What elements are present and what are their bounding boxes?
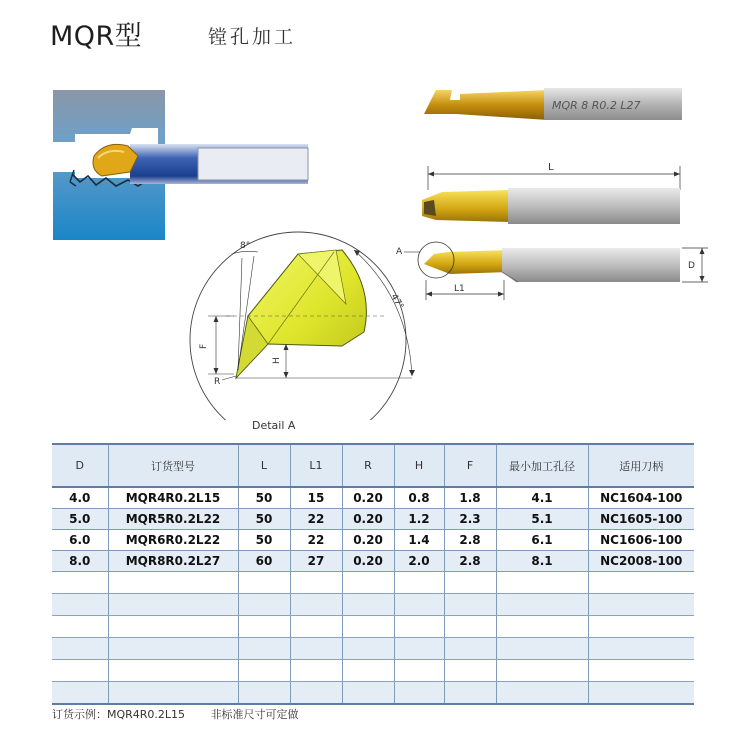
dim-a-label: A	[396, 247, 403, 257]
empty-cell	[496, 682, 588, 705]
empty-cell	[238, 616, 290, 638]
empty-cell	[342, 616, 394, 638]
table-cell: 4.1	[496, 487, 588, 509]
empty-cell	[444, 638, 496, 660]
table-cell: 50	[238, 530, 290, 551]
table-cell: 50	[238, 487, 290, 509]
table-cell: 1.4	[394, 530, 444, 551]
empty-cell	[588, 660, 694, 682]
empty-cell	[52, 638, 108, 660]
empty-cell	[496, 572, 588, 594]
empty-row	[52, 660, 694, 682]
detail-a-caption: Detail A	[252, 419, 296, 432]
empty-row	[52, 594, 694, 616]
col-f: F	[444, 444, 496, 487]
empty-cell	[444, 682, 496, 705]
table-cell: 5.0	[52, 509, 108, 530]
empty-cell	[444, 594, 496, 616]
table-cell: NC1605-100	[588, 509, 694, 530]
table-cell: 15	[290, 487, 342, 509]
col-holder: 适用刀柄	[588, 444, 694, 487]
page-subtitle: 镗孔加工	[208, 26, 297, 48]
table-cell: 0.20	[342, 509, 394, 530]
empty-cell	[52, 616, 108, 638]
empty-cell	[52, 660, 108, 682]
empty-cell	[238, 594, 290, 616]
empty-cell	[108, 616, 238, 638]
table-cell: NC1604-100	[588, 487, 694, 509]
dim-l1-label: L1	[454, 284, 465, 294]
footer	[52, 706, 321, 722]
empty-cell	[588, 594, 694, 616]
table-cell: 4.0	[52, 487, 108, 509]
empty-cell	[290, 682, 342, 705]
table-cell: 8.0	[52, 551, 108, 572]
table-cell: 0.20	[342, 530, 394, 551]
empty-cell	[108, 638, 238, 660]
table-row	[52, 487, 694, 509]
empty-cell	[444, 616, 496, 638]
empty-cell	[108, 594, 238, 616]
empty-cell	[108, 660, 238, 682]
empty-cell	[444, 660, 496, 682]
empty-cell	[238, 660, 290, 682]
boring-illustration	[50, 90, 320, 242]
col-d: D	[52, 444, 108, 487]
table-cell: 6.1	[496, 530, 588, 551]
empty-cell	[342, 572, 394, 594]
spec-table-header	[52, 444, 694, 487]
empty-row	[52, 616, 694, 638]
tool-marking: MQR 8 R0.2 L27	[552, 99, 641, 112]
empty-cell	[52, 594, 108, 616]
empty-cell	[342, 660, 394, 682]
table-cell: MQR8R0.2L27	[108, 551, 238, 572]
col-r: R	[342, 444, 394, 487]
empty-row	[52, 682, 694, 705]
empty-cell	[238, 682, 290, 705]
table-cell: NC1606-100	[588, 530, 694, 551]
dim-r-label: R	[214, 377, 221, 387]
dim-l-label: L	[548, 162, 554, 173]
empty-cell	[238, 572, 290, 594]
table-cell: 1.8	[444, 487, 496, 509]
empty-cell	[108, 572, 238, 594]
empty-cell	[496, 616, 588, 638]
page-title: MQR型	[50, 21, 143, 52]
empty-cell	[394, 616, 444, 638]
table-cell: 0.20	[342, 487, 394, 509]
detail-a-drawing	[186, 228, 426, 420]
empty-cell	[342, 638, 394, 660]
table-cell: 8.1	[496, 551, 588, 572]
empty-cell	[588, 572, 694, 594]
spec-table-body	[52, 487, 694, 704]
empty-cell	[342, 594, 394, 616]
table-cell: 0.8	[394, 487, 444, 509]
angle-8-label: 8°	[240, 241, 251, 251]
empty-cell	[394, 660, 444, 682]
empty-cell	[394, 572, 444, 594]
table-cell: 2.8	[444, 551, 496, 572]
table-cell: 5.1	[496, 509, 588, 530]
table-row	[52, 509, 694, 530]
table-cell: 50	[238, 509, 290, 530]
angle-47-label: 47°	[388, 292, 406, 312]
tool-dimension-drawing	[390, 160, 725, 310]
empty-cell	[290, 638, 342, 660]
empty-cell	[496, 660, 588, 682]
table-cell: 27	[290, 551, 342, 572]
empty-cell	[588, 682, 694, 705]
empty-cell	[238, 638, 290, 660]
dim-f-label: F	[199, 343, 209, 349]
col-min-bore: 最小加工孔径	[496, 444, 588, 487]
custom-note: 非标准尺寸可定做	[210, 708, 299, 721]
table-cell: 1.2	[394, 509, 444, 530]
dim-h-label: H	[272, 357, 282, 364]
table-cell: MQR5R0.2L22	[108, 509, 238, 530]
table-cell: 2.0	[394, 551, 444, 572]
table-cell: NC2008-100	[588, 551, 694, 572]
table-cell: 22	[290, 509, 342, 530]
empty-cell	[394, 682, 444, 705]
table-cell: 0.20	[342, 551, 394, 572]
empty-cell	[394, 638, 444, 660]
empty-cell	[342, 682, 394, 705]
empty-row	[52, 572, 694, 594]
empty-cell	[290, 594, 342, 616]
empty-cell	[496, 594, 588, 616]
empty-cell	[52, 682, 108, 705]
empty-cell	[588, 638, 694, 660]
col-order-model: 订货型号	[108, 444, 238, 487]
order-example: 订货示例：MQR4R0.2L15	[52, 708, 186, 721]
empty-cell	[588, 616, 694, 638]
table-cell: 60	[238, 551, 290, 572]
table-cell: 22	[290, 530, 342, 551]
dim-d-label: D	[688, 261, 695, 271]
empty-cell	[496, 638, 588, 660]
empty-cell	[108, 682, 238, 705]
empty-cell	[52, 572, 108, 594]
tool-photo	[420, 80, 690, 126]
empty-cell	[290, 616, 342, 638]
col-h: H	[394, 444, 444, 487]
empty-cell	[290, 572, 342, 594]
table-row	[52, 551, 694, 572]
spec-table	[52, 443, 694, 705]
table-cell: MQR6R0.2L22	[108, 530, 238, 551]
empty-cell	[290, 660, 342, 682]
col-l1: L1	[290, 444, 342, 487]
table-cell: 2.8	[444, 530, 496, 551]
empty-cell	[394, 594, 444, 616]
col-l: L	[238, 444, 290, 487]
table-cell: 2.3	[444, 509, 496, 530]
empty-row	[52, 638, 694, 660]
table-cell: 6.0	[52, 530, 108, 551]
table-row	[52, 530, 694, 551]
empty-cell	[444, 572, 496, 594]
table-cell: MQR4R0.2L15	[108, 487, 238, 509]
